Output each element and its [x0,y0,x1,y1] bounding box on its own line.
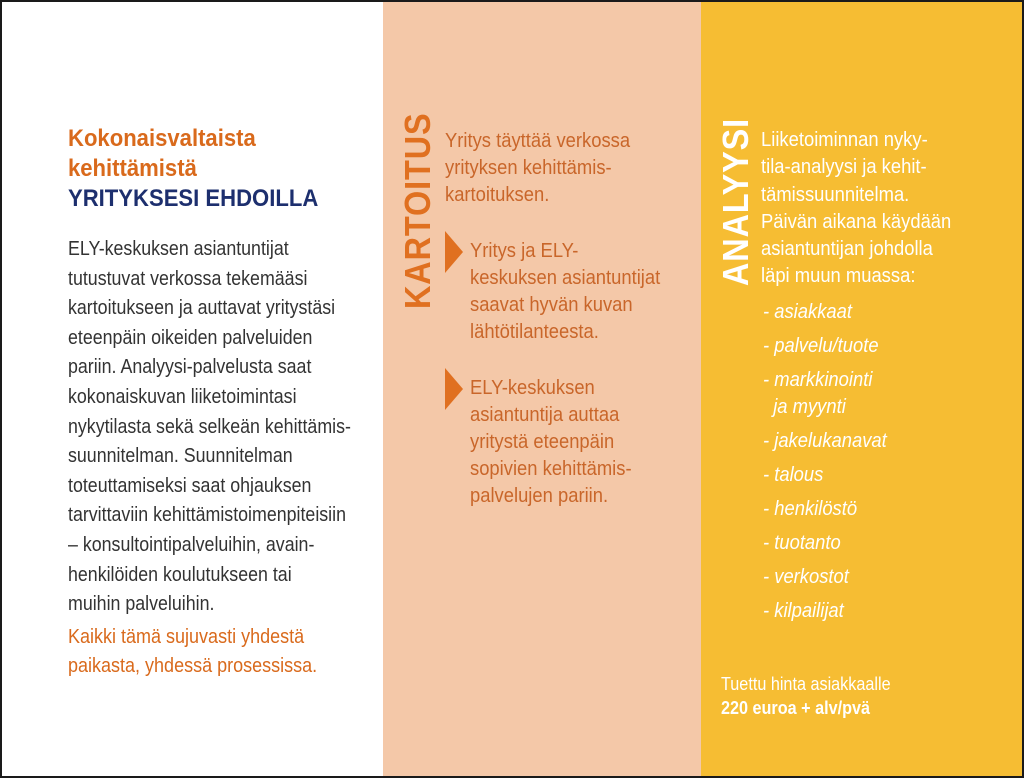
kartoitus-intro-line: kartoituksen. [445,184,550,206]
bullet-line: lähtötilanteesta. [470,321,599,343]
kartoitus-heading: KARTOITUS [397,112,438,309]
body-line: tarvittaviin kehittämistoimenpiteisiin [68,504,346,527]
body-line: pariin. Analyysi-palvelusta saat [68,356,312,379]
bullet-line: yritystä eteenpäin [470,431,615,453]
list-item: - kilpailijat [763,600,844,622]
left-column [2,2,383,778]
body-line: – konsultointipalveluihin, avain- [68,533,315,556]
triangle-bullet-icon [445,368,463,410]
bullet-line: keskuksen asiantuntijat [470,267,661,289]
body-line: nykytilasta sekä selkeän kehittämis- [68,415,351,438]
analyysi-intro-line: tila-analyysi ja kehit- [761,156,927,179]
body-line: suunnitelman. Suunnitelman [68,445,293,468]
body-line: henkilöiden koulutukseen tai [68,563,292,586]
price-label: Tuettu hinta asiakkaalle [721,674,891,694]
bullet-line: asiantuntija auttaa [470,404,620,426]
list-item: - markkinointi ja myynti [763,369,873,418]
list-item: - asiakkaat [763,301,852,323]
list-item: - jakelukanavat [763,430,887,452]
bullet-line: sopivien kehittämis- [470,458,632,480]
kartoitus-intro-line: Yritys täyttää verkossa [445,130,631,152]
kartoitus-intro-line: yrityksen kehittämis- [445,157,612,179]
analyysi-intro-line: Liiketoiminnan nyky- [761,129,928,151]
closing-line-2: paikasta, yhdessä prosessissa. [68,655,318,677]
analyysi-heading: ANALYYSI [715,117,756,287]
list-item: - talous [763,464,824,486]
list-item: - palvelu/tuote [763,335,879,357]
analyysi-intro-line: Päivän aikana käydään [761,210,952,233]
bullet-line: palvelujen pariin. [470,485,609,507]
body-line: tutustuvat verkossa tekemääsi [68,267,308,290]
kartoitus-bullet-1 [470,238,691,346]
body-line: eteenpäin oikeiden palveluiden [68,326,313,349]
kartoitus-intro [445,128,666,209]
intro-paragraph [68,235,362,620]
body-line: kartoitukseen ja auttavat yritystäsi [68,297,336,320]
analyysi-intro [761,127,991,291]
analyysi-intro-line: tämissuunnitelma. [761,183,910,206]
list-item: - tuotanto [763,532,841,554]
kartoitus-bullet-2 [470,375,691,510]
page-title [68,124,353,214]
bullet-line: saavat hyvän kuvan [470,294,633,316]
body-line: muihin palveluihin. [68,593,215,616]
list-item: - verkostot [763,566,849,588]
analyysi-intro-line: läpi muun muassa: [761,265,916,288]
title-line-2: kehittämistä [68,155,197,182]
title-line-1: Kokonaisvaltaista [68,125,256,152]
triangle-bullet-icon [445,231,463,273]
bullet-line: ELY-keskuksen [470,377,595,399]
body-line: kokonaiskuvan liiketoimintasi [68,385,297,408]
body-line: toteuttamiseksi saat ohjauksen [68,474,312,497]
price-value: 220 euroa + alv/pvä [721,698,871,718]
price-note [721,672,991,720]
title-line-3: YRITYKSESI EHDOILLA [68,185,319,212]
analyysi-intro-line: asiantuntijan johdolla [761,238,933,261]
closing-statement [68,623,365,681]
analyysi-topics-list [763,299,993,632]
list-item: - henkilöstö [763,498,858,520]
body-line: ELY-keskuksen asiantuntijat [68,238,289,260]
closing-line-1: Kaikki tämä sujuvasti yhdestä [68,626,305,648]
bullet-line: Yritys ja ELY- [470,240,579,262]
